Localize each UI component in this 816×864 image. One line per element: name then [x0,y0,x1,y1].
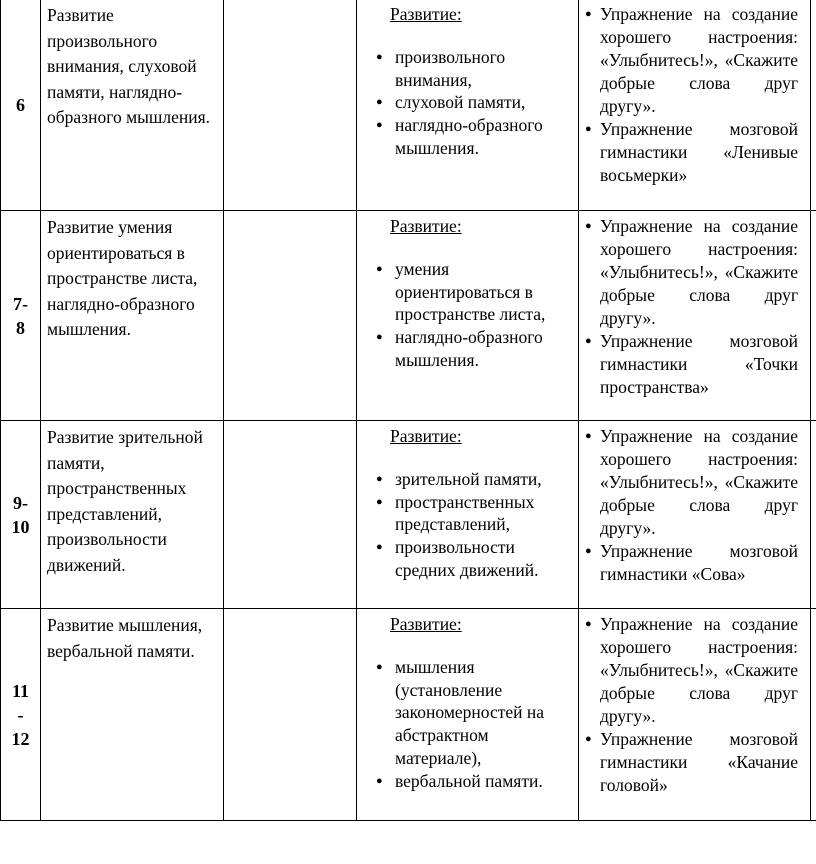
topic-cell: Развитие мышления, вербальной памяти. [41,609,224,821]
empty-cell [224,421,357,609]
development-heading: Развитие: [390,426,462,446]
development-list [369,258,574,372]
table-row [1,211,816,421]
development-list [369,656,574,793]
exercise-item: ● Упражнение мозговой гимнастики «Качание головой» [585,728,798,797]
development-heading: Развитие: [390,614,462,634]
development-item: ● пространственных представлений, [369,491,574,537]
table-row [1,609,816,821]
session-number: 6 [16,94,25,115]
development-cell [357,421,579,609]
development-cell [357,609,579,821]
development-item: ● зрительной памяти, [369,468,574,491]
development-item: ● мышления (установление закономерностей на абстрактном материале), [369,656,574,770]
development-cell [357,211,579,421]
development-heading: Развитие: [390,4,462,24]
development-cell [357,0,579,211]
edge-cell [811,211,816,421]
session-number: 10 [11,516,30,537]
session-number: 11 [11,680,29,701]
session-number: 9- [13,492,28,513]
table-row [1,0,816,211]
session-number: 7- [13,293,28,314]
exercise-list [585,215,798,399]
topic-cell: Развитие умения ориентироваться в пространстве листа, наглядно-образного мышления. [41,211,224,421]
exercise-item: ● Упражнение на создание хорошего настроения: «Улыбнитесь!», «Скажите добрые слова друг другу». [585,613,798,728]
exercise-item: ● Упражнение на создание хорошего настроения: «Улыбнитесь!», «Скажите добрые слова друг другу». [585,3,798,118]
empty-cell [224,609,357,821]
table-row [1,421,816,609]
development-item: ● слуховой памяти, [369,91,574,114]
exercise-list [585,613,798,797]
topic-cell: Развитие зрительной памяти, пространственных представлений, произвольности движений. [41,421,224,609]
exercises-cell [579,211,811,421]
session-number: 8 [16,317,25,338]
session-number: 12 [11,728,30,749]
development-item: ● вербальной памяти. [369,770,574,793]
exercises-cell [579,609,811,821]
development-item: ● наглядно-образного мышления. [369,114,574,160]
empty-cell [224,211,357,421]
development-item: ● наглядно-образного мышления. [369,326,574,372]
topic-cell: Развитие произвольного внимания, слуховой памяти, наглядно-образного мышления. [41,0,224,211]
session-number: - [17,704,24,725]
development-item: ● произвольного внимания, [369,46,574,92]
development-item: ● произвольности средних движений. [369,536,574,582]
development-list [369,46,574,160]
development-item: ● умения ориентироваться в пространстве листа, [369,258,574,326]
exercises-cell [579,0,811,211]
exercise-item: ● Упражнение на создание хорошего настроения: «Улыбнитесь!», «Скажите добрые слова друг другу». [585,215,798,330]
exercise-list [585,3,798,187]
session-number-cell [1,421,41,609]
exercise-item: ● Упражнение мозговой гимнастики «Сова» [585,540,798,586]
session-number-cell [1,211,41,421]
development-list [369,468,574,582]
empty-cell [224,0,357,211]
session-number-cell [1,0,41,211]
development-heading: Развитие: [390,216,462,236]
exercise-list [585,425,798,586]
edge-cell [811,0,816,211]
exercise-item: ● Упражнение мозговой гимнастики «Точки пространства» [585,330,798,399]
edge-cell [811,609,816,821]
exercise-item: ● Упражнение на создание хорошего настроения: «Улыбнитесь!», «Скажите добрые слова друг другу». [585,425,798,540]
table-body [1,0,816,821]
session-number-cell [1,609,41,821]
edge-cell [811,421,816,609]
exercises-cell [579,421,811,609]
exercise-item: ● Упражнение мозговой гимнастики «Ленивые восьмерки» [585,118,798,187]
